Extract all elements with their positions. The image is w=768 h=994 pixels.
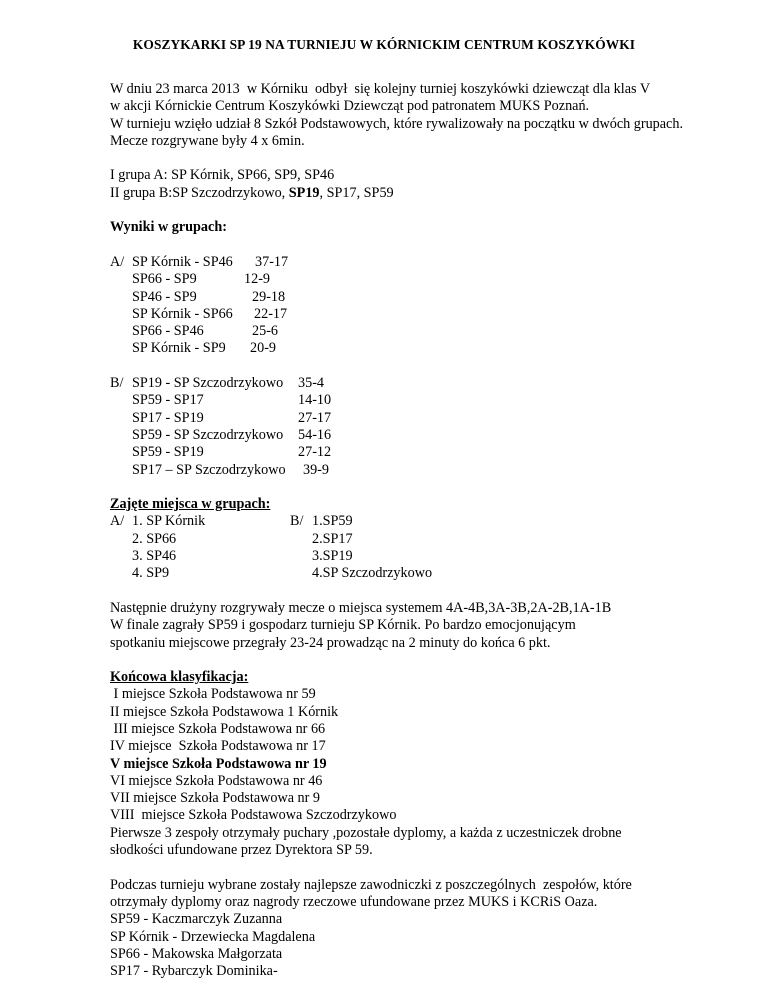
match-score: 54-16 xyxy=(298,426,332,443)
standing-line: II miejsce Szkoła Podstawowa 1 Kórnik xyxy=(110,703,339,720)
intro-line: w akcji Kórnickie Centrum Koszykówki Dziewcząt pod patronatem MUKS Poznań. xyxy=(110,98,590,115)
group-a-members: I grupa A: SP Kórnik, SP66, SP9, SP46 xyxy=(110,167,335,184)
best-player: SP59 - Kaczmarczyk Zuzanna xyxy=(110,911,283,928)
match-score: 39-9 xyxy=(303,461,330,478)
match-teams: SP66 - SP46 xyxy=(132,323,204,340)
group-label: A/ xyxy=(110,253,125,270)
match-teams: SP17 – SP Szczodrzykowo xyxy=(132,461,286,478)
match-score: 20-9 xyxy=(250,340,277,357)
placement-line: spotkaniu miejscowe przegrały 23-24 prowadząc na 2 minuty do końca 6 pkt. xyxy=(110,634,551,651)
match-score: 14-10 xyxy=(298,392,332,409)
match-teams: SP59 - SP Szczodrzykowo xyxy=(132,426,284,443)
place-a: 3. SP46 xyxy=(132,548,177,565)
place-b: 3.SP19 xyxy=(312,548,353,565)
standing-line: VII miejsce Szkoła Podstawowa nr 9 xyxy=(110,790,321,807)
final-heading: Końcowa klasyfikacja: xyxy=(110,669,249,686)
places-row xyxy=(110,548,750,565)
match-teams: SP19 - SP Szczodrzykowo xyxy=(132,375,284,392)
match-teams: SP Kórnik - SP9 xyxy=(132,340,226,357)
best-player: SP Kórnik - Drzewiecka Magdalena xyxy=(110,928,316,945)
places-row xyxy=(110,513,750,530)
places-heading: Zajęte miejsca w grupach: xyxy=(110,496,271,513)
intro-line: W dniu 23 marca 2013 w Kórniku odbył się kolejny turniej koszykówki dziewcząt dla klas V xyxy=(110,81,651,97)
places-row xyxy=(110,565,750,582)
intro-line: Mecze rozgrywane były 4 x 6min. xyxy=(110,132,305,149)
best-player: SP17 - Rybarczyk Dominika- xyxy=(110,963,278,980)
match-row xyxy=(110,306,750,323)
group-b-members: II grupa B:SP Szczodrzykowo, SP19, SP17, SP59 xyxy=(110,184,394,201)
match-score: 37-17 xyxy=(255,253,289,270)
match-teams: SP66 - SP9 xyxy=(132,271,197,288)
match-teams: SP Kórnik - SP66 xyxy=(132,305,233,322)
match-score: 27-17 xyxy=(298,409,332,426)
group-label: B/ xyxy=(290,513,304,530)
match-score: 12-9 xyxy=(244,271,271,288)
best-players-intro: Podczas turnieju wybrane zostały najlepsze zawodniczki z poszczególnych zespołów, które xyxy=(110,876,632,893)
match-teams: SP Kórnik - SP46 xyxy=(132,253,233,270)
match-row xyxy=(110,462,750,479)
match-row xyxy=(110,340,750,357)
match-row xyxy=(110,392,750,409)
place-a: 2. SP66 xyxy=(132,530,177,547)
highlighted-team: SP19 xyxy=(288,184,320,201)
match-row xyxy=(110,427,750,444)
standing-line: I miejsce Szkoła Podstawowa nr 59 xyxy=(110,686,316,703)
match-row xyxy=(110,289,750,306)
standing-line: III miejsce Szkoła Podstawowa nr 66 xyxy=(110,720,326,737)
match-teams: SP59 - SP19 xyxy=(132,444,204,461)
match-score: 25-6 xyxy=(252,323,279,340)
match-row xyxy=(110,271,750,288)
match-teams: SP17 - SP19 xyxy=(132,409,204,426)
best-players-intro: otrzymały dyplomy oraz nagrody rzeczowe ufundowane przez MUKS i KCRiS Oaza. xyxy=(110,893,598,910)
results-heading: Wyniki w grupach: xyxy=(110,219,227,236)
place-b: 1.SP59 xyxy=(312,513,353,530)
standing-line: IV miejsce Szkoła Podstawowa nr 17 xyxy=(110,738,326,755)
match-score: 22-17 xyxy=(254,305,288,322)
match-score: 29-18 xyxy=(252,288,286,305)
places-row xyxy=(110,531,750,548)
intro-line: W turnieju wzięło udział 8 Szkół Podstawowych, które rywalizowały na początku w dwóch grupach. xyxy=(110,115,683,132)
group-label: A/ xyxy=(110,513,125,530)
match-teams: SP46 - SP9 xyxy=(132,288,197,305)
awards-line: Pierwsze 3 zespoły otrzymały puchary ,pozostałe dyplomy, a każda z uczestniczek drobne xyxy=(110,824,622,841)
match-teams: SP59 - SP17 xyxy=(132,392,204,409)
group-label: B/ xyxy=(110,375,124,392)
match-row xyxy=(110,444,750,461)
awards-line: słodkości ufundowane przez Dyrektora SP 59. xyxy=(110,842,373,859)
match-row xyxy=(110,375,750,392)
placement-line: W finale zagrały SP59 i gospodarz turnieju SP Kórnik. Po bardzo emocjonującym xyxy=(110,617,576,634)
place-b: 4.SP Szczodrzykowo xyxy=(312,565,433,582)
article-body xyxy=(110,81,750,980)
match-row xyxy=(110,323,750,340)
place-b: 2.SP17 xyxy=(312,530,353,547)
standing-line-highlighted: V miejsce Szkoła Podstawowa nr 19 xyxy=(110,755,327,772)
standing-line: VI miejsce Szkoła Podstawowa nr 46 xyxy=(110,772,323,789)
place-a: 1. SP Kórnik xyxy=(132,513,206,530)
match-score: 27-12 xyxy=(298,444,332,461)
best-player: SP66 - Makowska Małgorzata xyxy=(110,945,283,962)
standing-line: VIII miejsce Szkoła Podstawowa Szczodrzykowo xyxy=(110,807,397,824)
page-title: KOSZYKARKI SP 19 NA TURNIEJU W KÓRNICKIM CENTRUM KOSZYKÓWKI xyxy=(132,37,636,52)
match-row xyxy=(110,254,750,271)
match-score: 35-4 xyxy=(298,375,325,392)
placement-line: Następnie drużyny rozgrywały mecze o miejsca systemem 4A-4B,3A-3B,2A-2B,1A-1B xyxy=(110,599,612,616)
match-row xyxy=(110,410,750,427)
place-a: 4. SP9 xyxy=(132,565,170,582)
